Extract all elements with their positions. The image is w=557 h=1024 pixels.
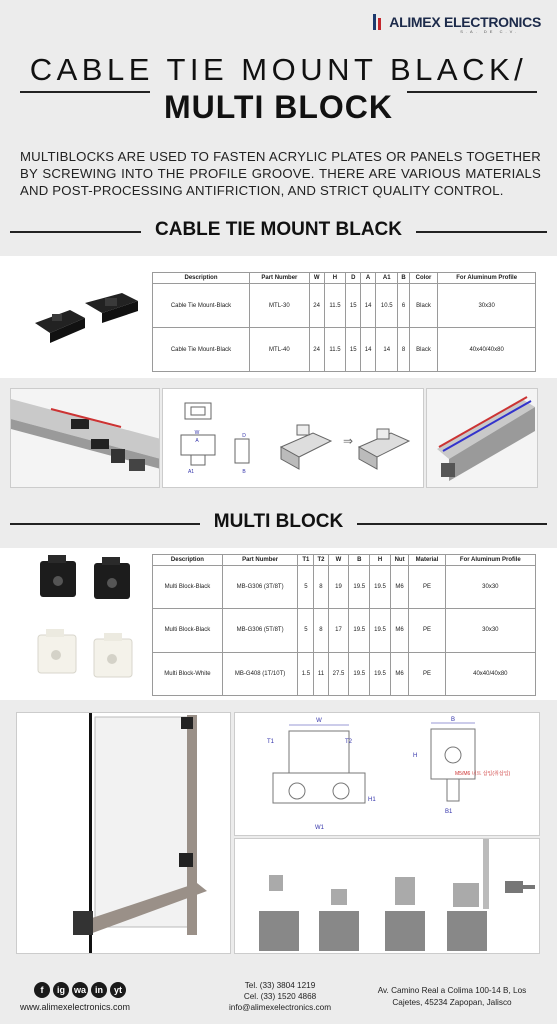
cable-spec-table <box>152 272 536 372</box>
multi-cell: 30x30 <box>445 566 535 609</box>
dim-w-label: W <box>316 718 322 724</box>
table-row <box>153 328 536 372</box>
cable-cell: 10.5 <box>376 284 398 328</box>
cable-header-cell: Part Number <box>250 273 310 284</box>
multi-cell: M6 <box>390 652 408 695</box>
cable-section-heading: CABLE TIE MOUNT BLACK <box>0 219 557 241</box>
multi-cell: Multi Block-White <box>153 652 223 695</box>
multi-header-cell: For Aluminum Profile <box>445 555 535 566</box>
cable-cell: Black <box>409 284 438 328</box>
linkedin-icon[interactable]: in <box>91 982 107 998</box>
multi-header-cell: W <box>328 555 349 566</box>
cable-header-cell: W <box>309 273 324 284</box>
cable-header-cell: H <box>324 273 346 284</box>
multi-cell: 19.5 <box>370 652 391 695</box>
multi-cell: 11 <box>314 652 328 695</box>
multi-header-cell: T2 <box>314 555 328 566</box>
multi-header-cell: H <box>370 555 391 566</box>
dim-b-label: B <box>450 717 456 723</box>
logo-subtitle: S.A. DE C.V. <box>460 29 519 34</box>
cable-cell: 40x40/40x80 <box>438 328 536 372</box>
multi-block-assembly-diagram <box>234 838 540 954</box>
multi-header-cell: T1 <box>298 555 314 566</box>
multi-cell: M6 <box>390 609 408 652</box>
multi-section-heading: MULTI BLOCK <box>0 511 557 533</box>
cable-cell: MTL-40 <box>250 328 310 372</box>
multi-spec-table <box>152 554 536 696</box>
multi-cell: MB-G306 (3T/8T) <box>222 566 298 609</box>
multi-cell: 8 <box>314 566 328 609</box>
multi-cell: Multi Block-Black <box>153 609 223 652</box>
dim-a-label: A <box>195 438 199 444</box>
multi-header-cell: Part Number <box>222 555 298 566</box>
multi-cell: 27.5 <box>328 652 349 695</box>
multi-cell: 19.5 <box>370 609 391 652</box>
dim-w1-label: W1 <box>315 825 324 831</box>
whatsapp-icon[interactable]: wa <box>72 982 88 998</box>
multi-cell: PE <box>409 609 445 652</box>
multi-cell: 5 <box>298 566 314 609</box>
cable-cell: 11.5 <box>324 284 346 328</box>
cable-cell: Cable Tie Mount-Black <box>153 284 250 328</box>
multi-cell: 19.5 <box>370 566 391 609</box>
address: Av. Camino Real a Colima 100-14 B, Los Cajetes, 45234 Zapopan, Jalisco <box>377 986 527 1007</box>
email-link[interactable]: info@alimexelectronics.com <box>228 1003 332 1012</box>
multi-cell: M6 <box>390 566 408 609</box>
multi-cell: 5 <box>298 609 314 652</box>
cable-cell: 15 <box>346 284 361 328</box>
multi-cell: 1.5 <box>298 652 314 695</box>
multi-cell: Multi Block-Black <box>153 566 223 609</box>
multi-cell: 19.5 <box>349 609 370 652</box>
multi-cell: MB-G306 (5T/8T) <box>222 609 298 652</box>
cable-header-cell: Color <box>409 273 438 284</box>
multi-cell: PE <box>409 652 445 695</box>
acrylic-panel-photo <box>16 712 231 954</box>
dim-b1-label: B1 <box>445 809 453 815</box>
arrow-icon: ⇒ <box>343 434 354 448</box>
cable-header-cell: B <box>398 273 409 284</box>
cable-cell: 15 <box>346 328 361 372</box>
cable-tie-diagram <box>162 388 424 488</box>
cable-cell: 14 <box>361 328 376 372</box>
youtube-icon[interactable]: yt <box>110 982 126 998</box>
cable-cell: 24 <box>309 328 324 372</box>
logo-mark-icon <box>373 12 385 32</box>
cable-cell: 6 <box>398 284 409 328</box>
multi-header-cell: Description <box>153 555 223 566</box>
nut-note: M5/M6 너트 삽입(취삽입) <box>455 771 511 777</box>
logo-brand: ALIMEX ELECTRONICS <box>389 14 541 30</box>
dim-a1-label: A1 <box>187 469 195 475</box>
multi-cell: 8 <box>314 609 328 652</box>
multi-block-photo <box>32 555 140 695</box>
cable-cell: Black <box>409 328 438 372</box>
dim-b-label: B <box>242 469 246 475</box>
multi-cell: 19 <box>328 566 349 609</box>
cable-cell: MTL-30 <box>250 284 310 328</box>
cable-cell: 30x30 <box>438 284 536 328</box>
cable-header-cell: A1 <box>376 273 398 284</box>
cable-header-cell: Description <box>153 273 250 284</box>
multi-cell: PE <box>409 566 445 609</box>
cable-cell: 8 <box>398 328 409 372</box>
table-row <box>153 566 536 609</box>
multi-block-dimension-diagram <box>234 712 540 836</box>
cable-header-cell: For Aluminum Profile <box>438 273 536 284</box>
multi-cell: 17 <box>328 609 349 652</box>
phone-1: Tel. (33) 3804 1219 <box>244 981 316 990</box>
multi-cell: MB-G408 (1T/10T) <box>222 652 298 695</box>
dim-h-label: H <box>413 753 418 759</box>
dim-w-label: W <box>194 430 200 436</box>
table-row <box>153 609 536 652</box>
cable-header-cell: A <box>361 273 376 284</box>
multi-cell: 19.5 <box>349 652 370 695</box>
cable-cell: 11.5 <box>324 328 346 372</box>
dim-h1-label: H1 <box>368 797 376 803</box>
cable-tie-mount-photo <box>30 288 145 348</box>
cable-cell: Cable Tie Mount-Black <box>153 328 250 372</box>
dim-t2-label: T2 <box>345 739 353 745</box>
cable-cell: 14 <box>361 284 376 328</box>
social-links <box>34 982 126 998</box>
multi-cell: 30x30 <box>445 609 535 652</box>
facebook-icon[interactable]: f <box>34 982 50 998</box>
table-row <box>153 652 536 695</box>
cable-header-cell: D <box>346 273 361 284</box>
multi-header-cell: B <box>349 555 370 566</box>
page-title-line2: MULTI BLOCK <box>0 89 557 126</box>
multi-cell: 19.5 <box>349 566 370 609</box>
intro-paragraph: MULTIBLOCKS ARE USED TO FASTEN ACRYLIC PLATES OR PANELS TOGETHER BY SCREWING INTO THE PROFILE GROOVE. THERE ARE VARIOUS MATERIALS AND POST-PROCESSING ANTIFRICTION, AND STRICT QUALITY CONTROL. <box>20 149 541 198</box>
cable-tie-rail-photo <box>10 388 160 488</box>
multi-header-cell: Nut <box>390 555 408 566</box>
dim-t1-label: T1 <box>267 739 275 745</box>
multi-header-cell: Material <box>409 555 445 566</box>
cable-bundle-photo <box>426 388 538 488</box>
dim-d-label: D <box>242 433 246 439</box>
multi-cell: 40x40/40x80 <box>445 652 535 695</box>
cable-cell: 14 <box>376 328 398 372</box>
instagram-icon[interactable]: ig <box>53 982 69 998</box>
cable-cell: 24 <box>309 284 324 328</box>
page-title-line1: CABLE TIE MOUNT BLACK/ <box>29 52 528 87</box>
contact-info <box>210 980 350 1013</box>
website-link[interactable]: www.alimexelectronics.com <box>20 1002 131 1012</box>
phone-2: Cel. (33) 1520 4868 <box>243 992 317 1001</box>
table-row <box>153 284 536 328</box>
